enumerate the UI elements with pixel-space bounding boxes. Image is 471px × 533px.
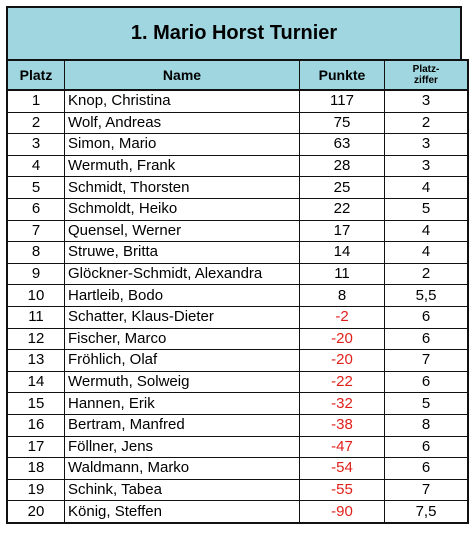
name-cell: Hartleib, Bodo [65, 285, 300, 307]
platzziffer-cell: 6 [385, 371, 469, 393]
punkte-cell: 25 [300, 177, 385, 199]
punkte-cell: 22 [300, 198, 385, 220]
table-row [7, 328, 468, 350]
platz-cell: 6 [7, 198, 65, 220]
platzziffer-header-line1: Platz- [412, 64, 440, 75]
punkte-cell: 11 [300, 263, 385, 285]
platzziffer-cell: 3 [385, 134, 469, 156]
name-cell: Schink, Tabea [65, 479, 300, 501]
punkte-cell: 14 [300, 242, 385, 264]
punkte-cell: -47 [300, 436, 385, 458]
platz-cell: 5 [7, 177, 65, 199]
name-cell: Wolf, Andreas [65, 112, 300, 134]
platzziffer-cell: 6 [385, 436, 469, 458]
platz-cell: 12 [7, 328, 65, 350]
platz-cell: 18 [7, 458, 65, 480]
platz-cell: 4 [7, 155, 65, 177]
punkte-cell: 117 [300, 90, 385, 112]
name-cell: Schatter, Klaus-Dieter [65, 306, 300, 328]
column-header-punkte: Punkte [300, 60, 385, 90]
punkte-cell: 8 [300, 285, 385, 307]
table-row [7, 177, 468, 199]
platzziffer-cell: 7,5 [385, 501, 469, 523]
platz-cell: 10 [7, 285, 65, 307]
punkte-cell: -90 [300, 501, 385, 523]
platzziffer-cell: 4 [385, 242, 469, 264]
platzziffer-cell: 5,5 [385, 285, 469, 307]
table-row [7, 198, 468, 220]
header-row [7, 60, 468, 90]
table-header [7, 60, 468, 90]
platzziffer-cell: 7 [385, 350, 469, 372]
table-row [7, 393, 468, 415]
platzziffer-cell: 6 [385, 306, 469, 328]
platzziffer-cell: 2 [385, 112, 469, 134]
name-cell: Föllner, Jens [65, 436, 300, 458]
name-cell: Simon, Mario [65, 134, 300, 156]
table-row [7, 112, 468, 134]
punkte-cell: -22 [300, 371, 385, 393]
platzziffer-header-line2: ziffer [414, 75, 438, 86]
platzziffer-cell: 8 [385, 414, 469, 436]
platz-cell: 2 [7, 112, 65, 134]
name-cell: Quensel, Werner [65, 220, 300, 242]
platz-cell: 19 [7, 479, 65, 501]
table-row [7, 263, 468, 285]
column-header-name: Name [65, 60, 300, 90]
platz-cell: 8 [7, 242, 65, 264]
platzziffer-cell: 4 [385, 177, 469, 199]
punkte-cell: -2 [300, 306, 385, 328]
tournament-title: 1. Mario Horst Turnier [6, 6, 462, 59]
platzziffer-cell: 6 [385, 328, 469, 350]
name-cell: Fischer, Marco [65, 328, 300, 350]
platz-cell: 9 [7, 263, 65, 285]
platzziffer-cell: 5 [385, 393, 469, 415]
table-row [7, 458, 468, 480]
table-body [7, 90, 468, 523]
platzziffer-cell: 4 [385, 220, 469, 242]
platz-cell: 3 [7, 134, 65, 156]
platzziffer-cell: 7 [385, 479, 469, 501]
table-row [7, 155, 468, 177]
platz-cell: 13 [7, 350, 65, 372]
table-row [7, 220, 468, 242]
name-cell: Hannen, Erik [65, 393, 300, 415]
column-header-platzziffer [385, 60, 469, 90]
platz-cell: 20 [7, 501, 65, 523]
name-cell: Schmoldt, Heiko [65, 198, 300, 220]
punkte-cell: -32 [300, 393, 385, 415]
name-cell: König, Steffen [65, 501, 300, 523]
platz-cell: 1 [7, 90, 65, 112]
punkte-cell: 63 [300, 134, 385, 156]
name-cell: Wermuth, Frank [65, 155, 300, 177]
table-row [7, 414, 468, 436]
platz-cell: 15 [7, 393, 65, 415]
name-cell: Schmidt, Thorsten [65, 177, 300, 199]
table-row [7, 501, 468, 523]
table-row [7, 306, 468, 328]
punkte-cell: -38 [300, 414, 385, 436]
name-cell: Knop, Christina [65, 90, 300, 112]
table-row [7, 371, 468, 393]
table-row [7, 90, 468, 112]
table-row [7, 242, 468, 264]
column-header-platz: Platz [7, 60, 65, 90]
punkte-cell: 17 [300, 220, 385, 242]
results-table [6, 59, 469, 524]
punkte-cell: -20 [300, 350, 385, 372]
platz-cell: 17 [7, 436, 65, 458]
platzziffer-cell: 5 [385, 198, 469, 220]
table-row [7, 285, 468, 307]
name-cell: Waldmann, Marko [65, 458, 300, 480]
punkte-cell: 75 [300, 112, 385, 134]
name-cell: Fröhlich, Olaf [65, 350, 300, 372]
platzziffer-cell: 2 [385, 263, 469, 285]
platz-cell: 7 [7, 220, 65, 242]
name-cell: Glöckner-Schmidt, Alexandra [65, 263, 300, 285]
name-cell: Bertram, Manfred [65, 414, 300, 436]
platz-cell: 11 [7, 306, 65, 328]
platzziffer-cell: 3 [385, 155, 469, 177]
punkte-cell: -54 [300, 458, 385, 480]
table-row [7, 134, 468, 156]
punkte-cell: 28 [300, 155, 385, 177]
platz-cell: 14 [7, 371, 65, 393]
name-cell: Wermuth, Solweig [65, 371, 300, 393]
platzziffer-cell: 3 [385, 90, 469, 112]
table-row [7, 479, 468, 501]
punkte-cell: -55 [300, 479, 385, 501]
platz-cell: 16 [7, 414, 65, 436]
punkte-cell: -20 [300, 328, 385, 350]
table-row [7, 436, 468, 458]
platzziffer-cell: 6 [385, 458, 469, 480]
table-row [7, 350, 468, 372]
name-cell: Struwe, Britta [65, 242, 300, 264]
results-sheet [6, 6, 462, 524]
